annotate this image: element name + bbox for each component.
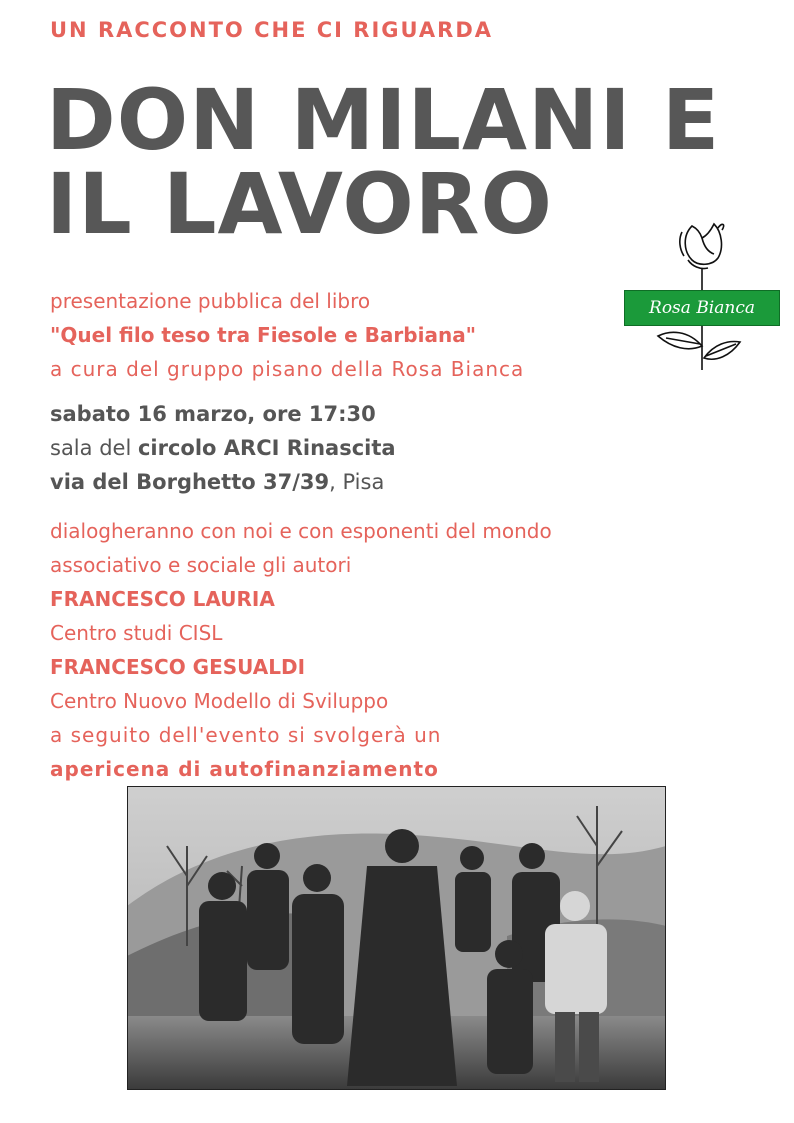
kicker-heading: UN RACCONTO CHE CI RIGUARDA (50, 18, 494, 42)
speaker-affiliation: Centro studi CISL (50, 621, 223, 645)
venue-prefix: sala del (50, 436, 138, 460)
rosa-bianca-logo (622, 218, 780, 376)
curator-line: a cura del gruppo pisano della Rosa Bianca (50, 357, 525, 381)
logo-banner (624, 290, 780, 326)
after-event-line: a seguito dell'evento si svolgerà un (50, 723, 442, 747)
address-city: , Pisa (329, 470, 385, 494)
group-photo-image (127, 786, 666, 1090)
address-street: via del Borghetto 37/39 (50, 470, 330, 494)
after-event-highlight: apericena di autofinanziamento (50, 757, 439, 781)
speaker-name: FRANCESCO LAURIA (50, 587, 275, 611)
event-datetime: sabato 16 marzo, ore 17:30 (50, 402, 376, 426)
intro-section (50, 284, 524, 386)
event-venue (50, 431, 396, 465)
book-title: "Quel filo teso tra Fiesole e Barbiana" (50, 323, 477, 347)
speakers-intro-2: associativo e sociale gli autori (50, 553, 352, 577)
logo-text: Rosa Bianca (649, 298, 755, 318)
speaker-name: FRANCESCO GESUALDI (50, 655, 306, 679)
event-details (50, 397, 396, 499)
intro-line: presentazione pubblica del libro (50, 289, 371, 313)
title-line-1: DON MILANI E (46, 71, 721, 169)
speaker-affiliation: Centro Nuovo Modello di Sviluppo (50, 689, 389, 713)
venue-name: circolo ARCI Rinascita (137, 436, 396, 460)
historical-photo (127, 786, 666, 1090)
speakers-section (50, 514, 552, 786)
title-line-2: IL LAVORO (46, 155, 553, 253)
speakers-intro-1: dialogheranno con noi e con esponenti del mondo (50, 519, 552, 543)
event-address (50, 465, 396, 499)
